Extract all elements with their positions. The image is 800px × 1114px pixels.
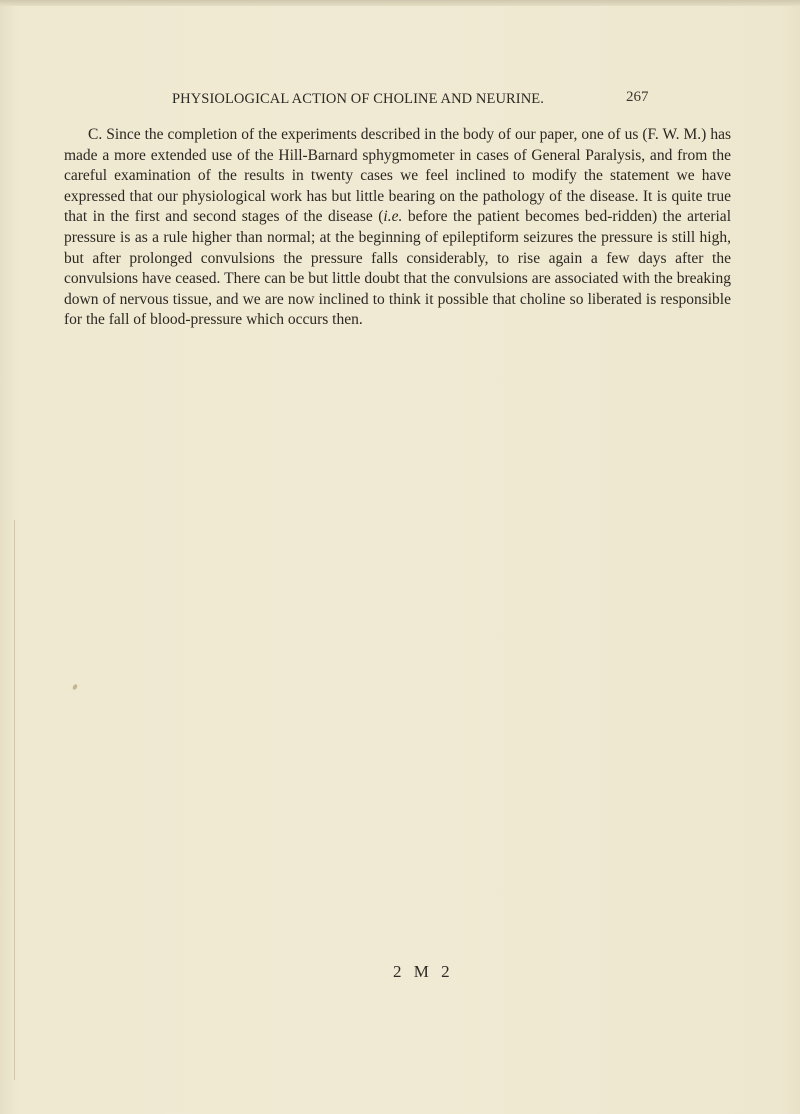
page-top-edge bbox=[0, 0, 800, 6]
paper-speck bbox=[72, 683, 78, 690]
signature-mark: 2 M 2 bbox=[393, 962, 454, 981]
gutter-line bbox=[14, 520, 15, 1080]
running-head-title: PHYSIOLOGICAL ACTION OF CHOLINE AND NEURINE. bbox=[172, 91, 544, 107]
body-paragraph bbox=[64, 125, 731, 331]
paragraph-text-start: C. Since the completion of the experiments described in the body of our paper, one of us (F. W. M.) has made a more extended use of the Hill-Barnard sphygmometer in cases of General Paralysis, and from the careful examination of the results in twenty cases we feel inclined to modify the statement we have expressed that our physiological work has but little bearing on the pathology of the disease. It is quite true that in the first and second stages of the disease ( bbox=[64, 126, 731, 226]
page-number: 267 bbox=[626, 89, 649, 105]
italic-abbreviation: i.e. bbox=[383, 208, 403, 226]
paragraph-text-end: before the patient becomes bed-ridden) the arterial pressure is as a rule higher than normal; at the beginning of epileptiform seizures the pressure is still high, but after prolonged convulsions the pressure falls considerably, to rise again a few days after the convulsions have ceased. There can be but little doubt that the convulsions are associated with the breaking down of nervous tissue, and we are now inclined to think it possible that choline so liberated is responsible for the fall of blood-pressure which occurs then. bbox=[64, 208, 731, 329]
